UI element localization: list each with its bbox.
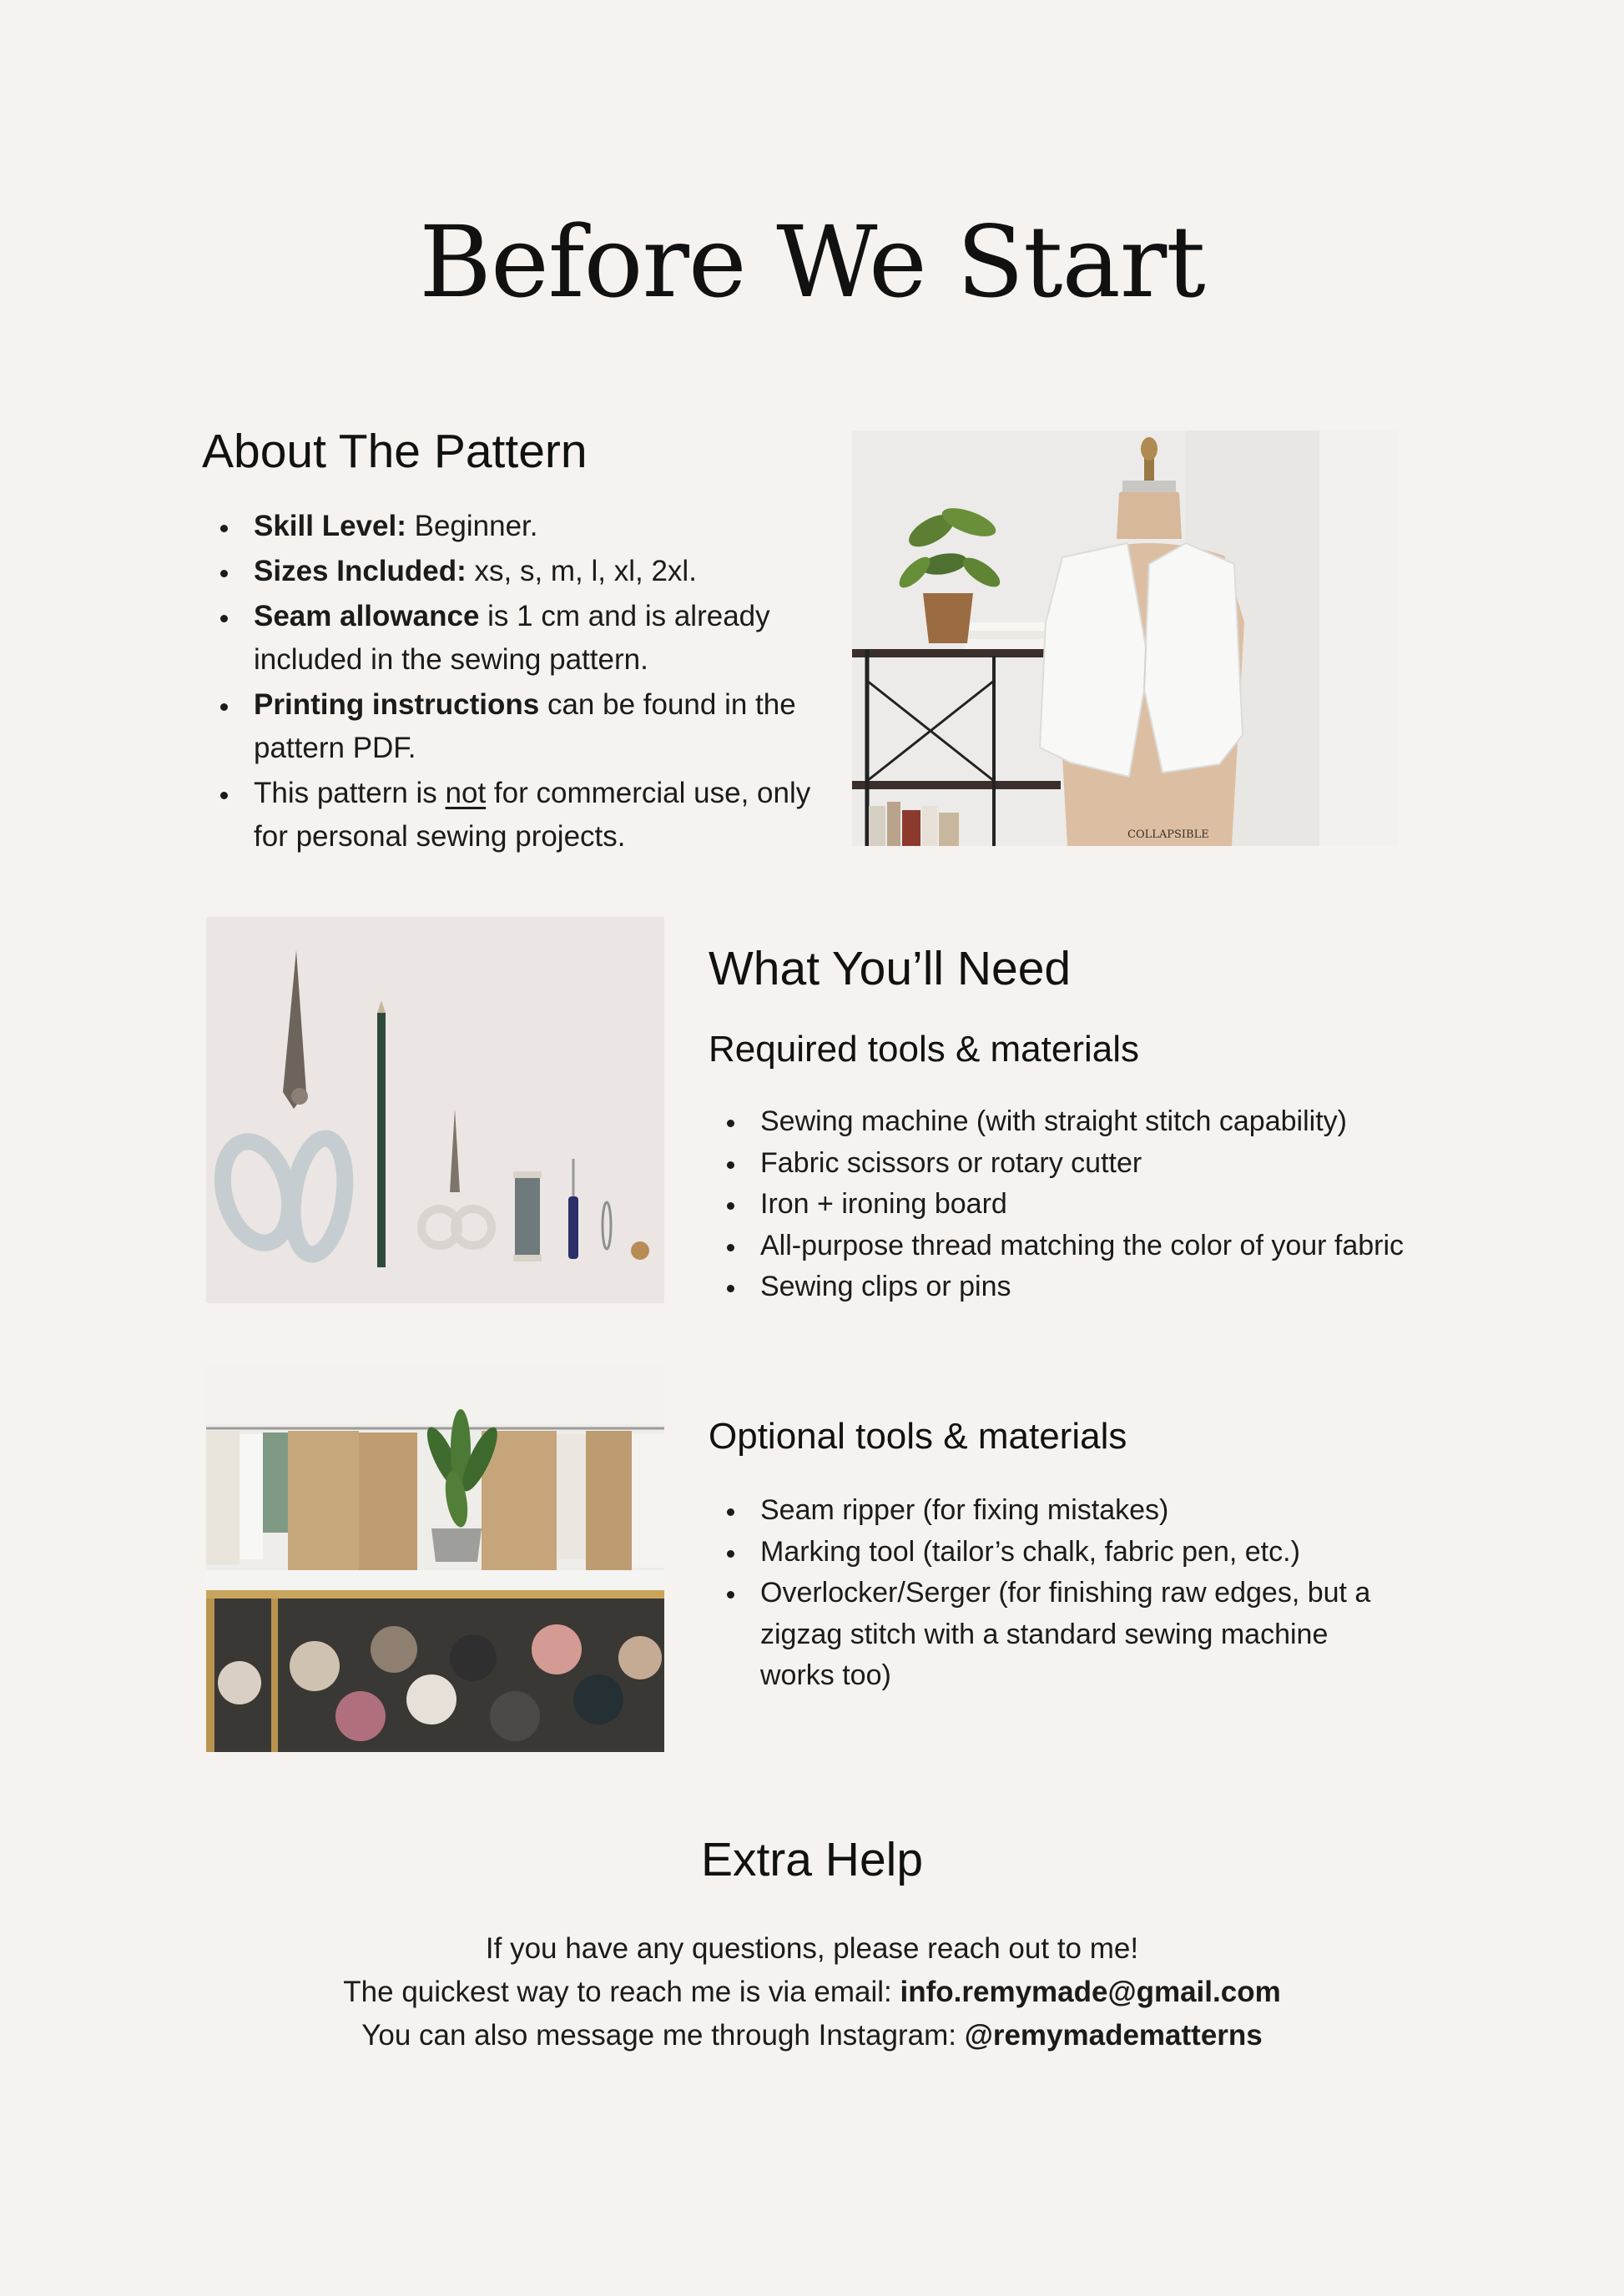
required-heading: Required tools & materials [709, 1029, 1140, 1070]
list-item [202, 550, 836, 593]
about-heading: About The Pattern [202, 425, 588, 478]
help-line [0, 1971, 1624, 2014]
item-text: for commercial use, only for personal sewing projects. [254, 777, 811, 853]
email-link[interactable]: info.remymade@gmail.com [900, 1976, 1281, 2008]
list-item: Seam ripper (for fixing mistakes) [709, 1490, 1410, 1532]
help-text [0, 1927, 1624, 2057]
list-item [202, 683, 836, 770]
need-heading: What You’ll Need [709, 942, 1072, 995]
item-text: This pattern is [254, 777, 446, 809]
sewing-tools-photo [206, 917, 664, 1303]
list-item [202, 595, 836, 682]
help-line: If you have any questions, please reach out to me! [485, 1932, 1139, 1965]
list-item: Iron + ironing board [709, 1184, 1410, 1226]
optional-list [709, 1490, 1410, 1697]
help-instagram-label: You can also message me through Instagram: [361, 2019, 965, 2052]
instagram-link[interactable]: @remymadematterns [964, 2019, 1263, 2052]
list-item [202, 505, 836, 548]
underlined-word: not [445, 777, 487, 809]
item-text: xs, s, m, l, xl, 2xl. [466, 555, 697, 587]
fabric-studio-photo [206, 1366, 664, 1752]
list-item: Sewing clips or pins [709, 1266, 1410, 1308]
item-label: Printing instructions [254, 688, 540, 721]
page-title: Before We Start [419, 204, 1205, 320]
dress-form-photo [852, 430, 1398, 846]
list-item: Overlocker/Serger (for finishing raw edges, but a zigzag stitch with a standard sewing machine works too) [709, 1573, 1410, 1697]
list-item: Marking tool (tailor’s chalk, fabric pen, etc.) [709, 1532, 1410, 1573]
help-email-label: The quickest way to reach me is via email: [343, 1976, 900, 2008]
list-item: Fabric scissors or rotary cutter [709, 1143, 1410, 1185]
dress-form-stamp: COLLAPSIBLE [1127, 828, 1209, 841]
required-list [709, 1101, 1410, 1308]
help-heading: Extra Help [700, 1833, 924, 1886]
about-list [202, 505, 836, 860]
list-item: Sewing machine (with straight stitch capability) [709, 1101, 1410, 1143]
optional-heading: Optional tools & materials [709, 1416, 1127, 1457]
item-text: Beginner. [406, 510, 538, 542]
item-label: Sizes Included: [254, 555, 467, 587]
item-text: can be found in the pattern PDF. [254, 688, 796, 764]
help-line [0, 2014, 1624, 2057]
item-label: Seam allowance [254, 600, 480, 632]
item-label: Skill Level: [254, 510, 406, 542]
item-text: is 1 cm and is already included in the sewing pattern. [254, 600, 770, 676]
list-item: All-purpose thread matching the color of your fabric [709, 1226, 1410, 1267]
list-item [202, 772, 836, 858]
